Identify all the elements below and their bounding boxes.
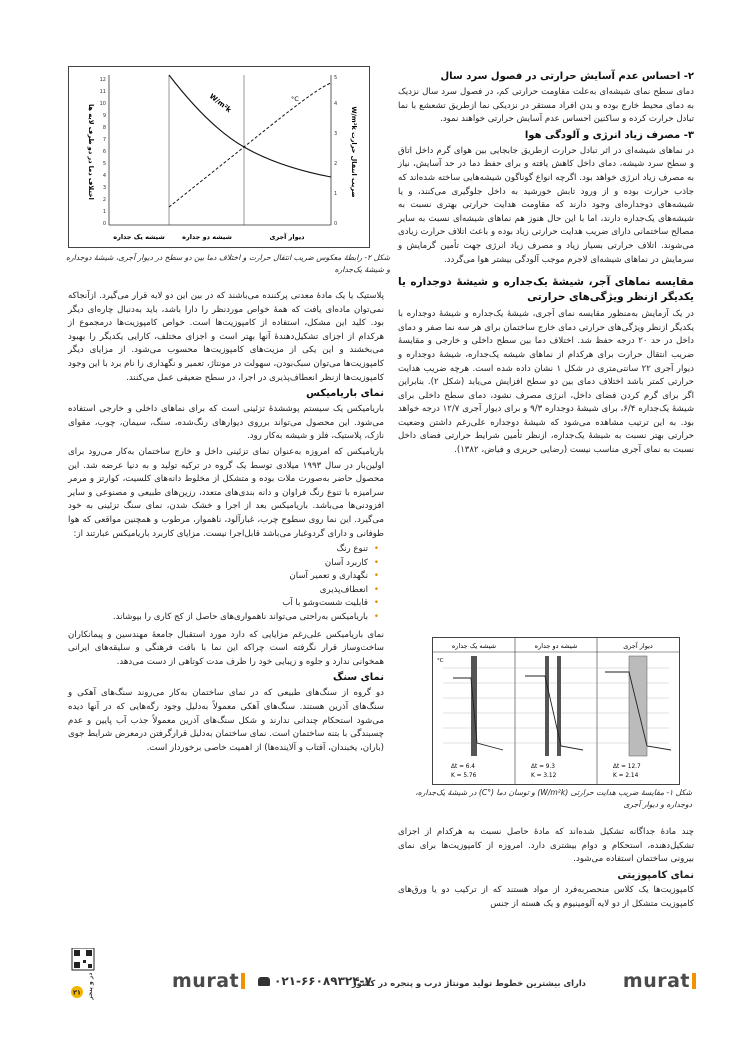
footer-phone: ۰۲۱-۶۶۰۸۹۳۲۴-۷ [258,974,372,988]
panel-title-double: شیشه دو جداره [534,642,578,650]
svg-text:4: 4 [102,173,106,179]
footer [0,956,744,1016]
cat-double-glass: شیشه دو جداره [182,233,232,241]
left-column [68,290,384,757]
cat-brick-wall: دیوار آجری [269,233,305,241]
svg-text:2: 2 [334,161,338,167]
qr-code-icon [64,948,100,1000]
single-dt: Δt = 6.4 [451,764,475,770]
heading-energy: ۳- مصرف زیاد انرژی و آلودگی هوا [524,129,694,141]
paragraph-plastic: پلاستیک یا یک مادهٔ معدنی پرکننده می‌باشند که در بین این دو لایه قرار می‌گیرد. ازآنجاکه نمی‌توان ماده‌ای یافت که همهٔ خواص موردنظر را دارا باشد، باید به‌دنبال چاره‌ای دیگر بود. کلید این مشکل، استفاده از کامپوزیت‌ها است. خواص کامپوزیت‌ها درمجموع از هرکدام از اجزای تشکیل‌دهندهٔ آنها بهتر است و اجزای مختلف، کارایی یکدیگر را بهبود می‌بخشند و این یکی از مزیت‌های کامپوزیت‌ها محسوب می‌شود. از مزایای دیگر کامپوزیت‌ها می‌توان سبک‌بودن، سهولت در مونتاژ، تعمیر و نگهداری را نام برد با این وجود کامپوزیت‌ها ازنظر انعطاف‌پذیری در اجرا، در سطح ضعیفی عمل می‌کنند. [68,291,384,383]
list-item: • کاربرد آسان [68,557,368,571]
k-curve [169,75,331,177]
left-axis-label: اختلاف دما در دو طرف لایه ها [87,104,95,200]
page-badge [64,948,100,1000]
double-glass-layer-1 [545,656,549,756]
curve-label-k: W/m²k [207,92,233,115]
svg-text:11: 11 [99,89,106,95]
figure-2-svg [69,67,369,247]
svg-text:3: 3 [334,131,338,137]
paragraph-baryamix-2: باریامیکس که امروزه به‌عنوان نمای تزئینی داخل و خارج ساختمان به‌کار می‌رود برای اولین‌بار در سال ۱۹۹۳ میلادی توسط یک گروه در ترکیه تولید و به دنیا عرضه شد. این محصول حاضر به‌صورت ملات بوده و متشکل از مخلوط دانه‌های کلسیت، کوارتز و مرمر سرامیزه با تنوع رنگ فراوان و دانه بندی‌های متعدد، رزین‌های طبیعی و مصنوعی و سایر افزودنی‌ها می‌باشد. باریامیکس بعد از اجرا و خشک شدن، نمای سنگ تزئینی به خود می‌گیرد. این نما روی سطوح چرب، غبارآلود، ناهموار، مرطوب و همچنین مواقعی که هوا طوفانی و دارای گردوغبار می‌باشد قابل‌اجرا نیست. مزایای کاربرد باریامیکس عبارتند از: [68,446,384,539]
svg-text:6: 6 [102,149,106,155]
phone-icon [258,977,270,986]
list-item: • نگهداری و تعمیر آسان [68,570,368,584]
svg-text:3: 3 [102,185,106,191]
svg-text:0: 0 [334,221,338,227]
right-column [398,68,694,460]
heading-compare: مقایسه نماهای آجر، شیشهٔ یک‌جداره و شیشهٔ دوجداره یا یکدیگر ازنظر ویژگی‌های حرارتی [398,276,694,304]
brick-k: K = 2.14 [613,773,639,779]
brand-logo-left: murat [172,970,245,992]
unit-label: °C [437,658,444,664]
paragraph-baryamix-1: باریامیکس یک سیستم پوششدهٔ تزئینی است که برای نماهای داخلی و خارجی استفاده می‌شود. این محصول می‌تواند برروی دیوارهای رنگ‌شده، سنگ، سیمان، چوب، مقوای نازک، پلاستیک، فلز و شیشه به‌کار رود. [68,404,384,442]
paragraph-composite-1: چند مادهٔ جداگانه تشکیل شده‌اند که مادهٔ حاصل نسبت به هرکدام از اجزای تشکیل‌دهنده، استحکام و دوام بیشتری دارد. امروزه از کامپوزیت‌ها برای نمای بیرونی ساختمان استفاده می‌شود. [398,827,694,865]
heading-cold-discomfort: ۲- احساس عدم آسایش حرارتی در فصول سرد سال [440,71,694,82]
heading-composite: نمای کامپوزیتی [617,869,694,881]
figure-1-chart [432,637,680,785]
svg-text:2: 2 [102,197,106,203]
panel-title-brick: دیوار آجری [623,642,653,650]
double-dt: Δt = 9.3 [531,764,555,770]
svg-text:12: 12 [99,77,106,83]
paragraph-composite-2: کامپوزیت‌ها یک کلاس منحصربه‌فرد از مواد هستند که از ترکیب دو یا ورق‌های کامپوزیت متشکل از دو لایه آلومینیوم و یک هسته از جنس [398,885,694,909]
paragraph-energy: در نماهای شیشه‌ای در اثر تبادل حرارت ازطریق جابجایی بین هوای گرم داخل اتاق و سطح سرد شیشه، دمای داخل کاهش یافته و برای حفظ دما در حد آسایش، نیاز به مصرف زیاد انرژی خواهد بود. اگرچه انواع گوناگون شیشه‌هایی ساخته شده‌اند که جاذب حرارت بوده و از ورود تابش خورشید به داخل جلوگیری می‌کنند، و یا شیشه‌های دوجداره‌ای وجود دارند که مقاومت هدایت حرارتی بهتری نسبت به شیشه‌های یک‌جداره دارند، اما با این حال هنوز هم نماهای شیشه‌ای نسبت به سایر مصالح ساختمانی دارای ضریب هدایت حرارتی زیاد بوده و باعث اتلاف حرارت زیادی می‌شوند. اتلاف حرارتی بسیار زیاد و مصرف زیاد انرژی جهت تأمین گرمایش و سرمایش در نماهای شیشه‌ای لاجرم موجب آلودگی بیشتر هوا می‌گردد. [398,145,694,265]
heading-baryamix: نمای باریامیکس [306,388,384,400]
figure-2-caption: شکل ۲- رابطهٔ معکوس ضریب انتقال حرارت و اختلاف دما بین دو سطح در دیوار آجری، شیشهٔ دوجداره و شیشهٔ یک‌جداره [66,253,390,274]
svg-text:10: 10 [99,101,106,107]
brand-logo-right: murat [623,970,696,992]
svg-text:7: 7 [102,137,106,143]
figure-1-svg [433,638,679,784]
paragraph-baryamix-3: نمای باریامیکس علی‌رغم مزایایی که دارد مورد استقبال جامعهٔ مهندسین و پیمانکاران ساخت‌وساز قرار نگرفته است چراکه این نما با بافت فرهنگی و سلیقه‌های ایرانی همخوانی ندارد و جلوه و زیبایی خود را ظرف مدت کوتاهی از دست می‌دهد. [68,629,384,667]
paragraph-stone: دو گروه از سنگ‌های طبیعی که در نمای ساختمان به‌کار می‌روند سنگ‌های آهکی و سنگ‌های آذرین هستند. سنگ‌های آهکی معمولاً به‌دلیل وجود رگه‌هایی که در آنها دیده می‌شود استحکام چندانی ندارند و شکل سنگ‌های آذرین معمولاً جذب آب پایین و عدم چسبندگی با بتنه ساختمان است. نمای ساختمان به‌دلیل قرارگرفتن درمعرض شرایط جوی (باران، یخبندان، آفتاب و آلاینده‌ها) از اهمیت خاصی برخوردار است. [68,688,384,753]
advantages-list [68,543,384,625]
footer-slogan: دارای بیشترین خطوط تولید مونتاژ درب و پنجره در کشور [351,978,586,988]
svg-text:4: 4 [334,101,338,107]
curve-label-c: °C [291,95,299,103]
brick-dt: Δt = 12.7 [613,764,641,770]
page-number: ۲۱ [73,988,81,997]
svg-text:5: 5 [334,75,338,81]
svg-text:5: 5 [102,161,106,167]
bottom-right-column [398,826,694,914]
paragraph-cold: دمای سطح نمای شیشه‌ای به‌علت مقاومت حرارتی کم، در فصول سرد سال نزدیک به دمای محیط خارج بوده و بدن افراد مستقر در نزدیکی نما ازطریق تشعشع با نما تبادل حرارت کرده و ساکنین احساس عدم آسایش حرارتی خواهند نمود. [398,87,694,125]
dt-curve [169,83,331,207]
heading-stone: نمای سنگ [332,672,384,684]
right-axis-label: ضریب انتقال حرارت W/m²k [350,106,358,198]
double-glass-layer-2 [557,656,561,756]
brick-wall-layer [629,656,647,756]
double-k: K = 3.12 [531,773,557,779]
list-item: • قابلیت شست‌وشو با آب [68,597,368,611]
single-k: K = 5.76 [451,773,477,779]
list-item: • انعطاف‌پذیری [68,584,368,598]
svg-text:8: 8 [102,125,106,131]
figure-2-chart [68,66,370,248]
figure-1-caption: شکل ۱- مقایسهٔ ضریب هدایت حرارتی (W/m²k) و توسان دما (°C) در شیشهٔ یک‌جداره، دوجداره و دیوار آجری [415,788,692,809]
svg-text:1: 1 [102,209,106,215]
list-item: • باریامیکس به‌راحتی می‌تواند ناهمواری‌های حاصل از کج کاری را بپوشاند. [68,611,368,625]
svg-text:9: 9 [102,113,106,119]
magazine-name: در و پنجره [87,972,94,1000]
svg-text:0: 0 [102,221,106,227]
paragraph-compare: در یک آزمایش به‌منظور مقایسه نمای آجری، شیشهٔ یک‌جداره و شیشهٔ دوجداره با یکدیگر ازنظر ویژگی‌های حرارتی دمای خارج ساختمان برای هر سه نما صفر و دمای داخل در حد ۲۰ درجه حفظ شد. اختلاف دما بین سطح داخلی و خارجی و مقایسهٔ ضریب انتقال حرارت برای هرکدام از نماهای شیشه یک‌جداره، شیشهٔ دوجداره و دیوار آجری ۲۲ سانتی‌متری در شکل ۱ نشان داده شده است. هرچه ضریب هدایت حرارتی کمتر باشد اختلاف دمای بین دو سطح افزایش می‌یابد (شکل ۲). بنابراین اگر برای گرم کردن فضای داخل، انرژی مصرف نشود، دمای سطح داخلی برای شیشهٔ یک‌جداره ۶/۴، برای شیشهٔ دوجداره ۹/۳ و برای دیوار آجری ۱۲/۷ درجه خواهد بود. به این ترتیب مشاهده می‌شود که شیشهٔ دوجداره علی‌رغم داشتن وضعیت حرارتی بهتر نسبت به شیشهٔ یک‌جداره، ازنظر تأمین شرایط حرارتی فضای داخل نسبت به نمای آجری مناسب نیست (رضایی حریری و فیاض، ۱۳۸۲). [398,309,695,456]
svg-text:1: 1 [334,191,338,197]
list-item: • تنوع رنگ [68,543,368,557]
cat-single-glass: شیشه یک جداره [113,233,165,241]
panel-title-single: شیشه یک جداره [451,642,497,650]
